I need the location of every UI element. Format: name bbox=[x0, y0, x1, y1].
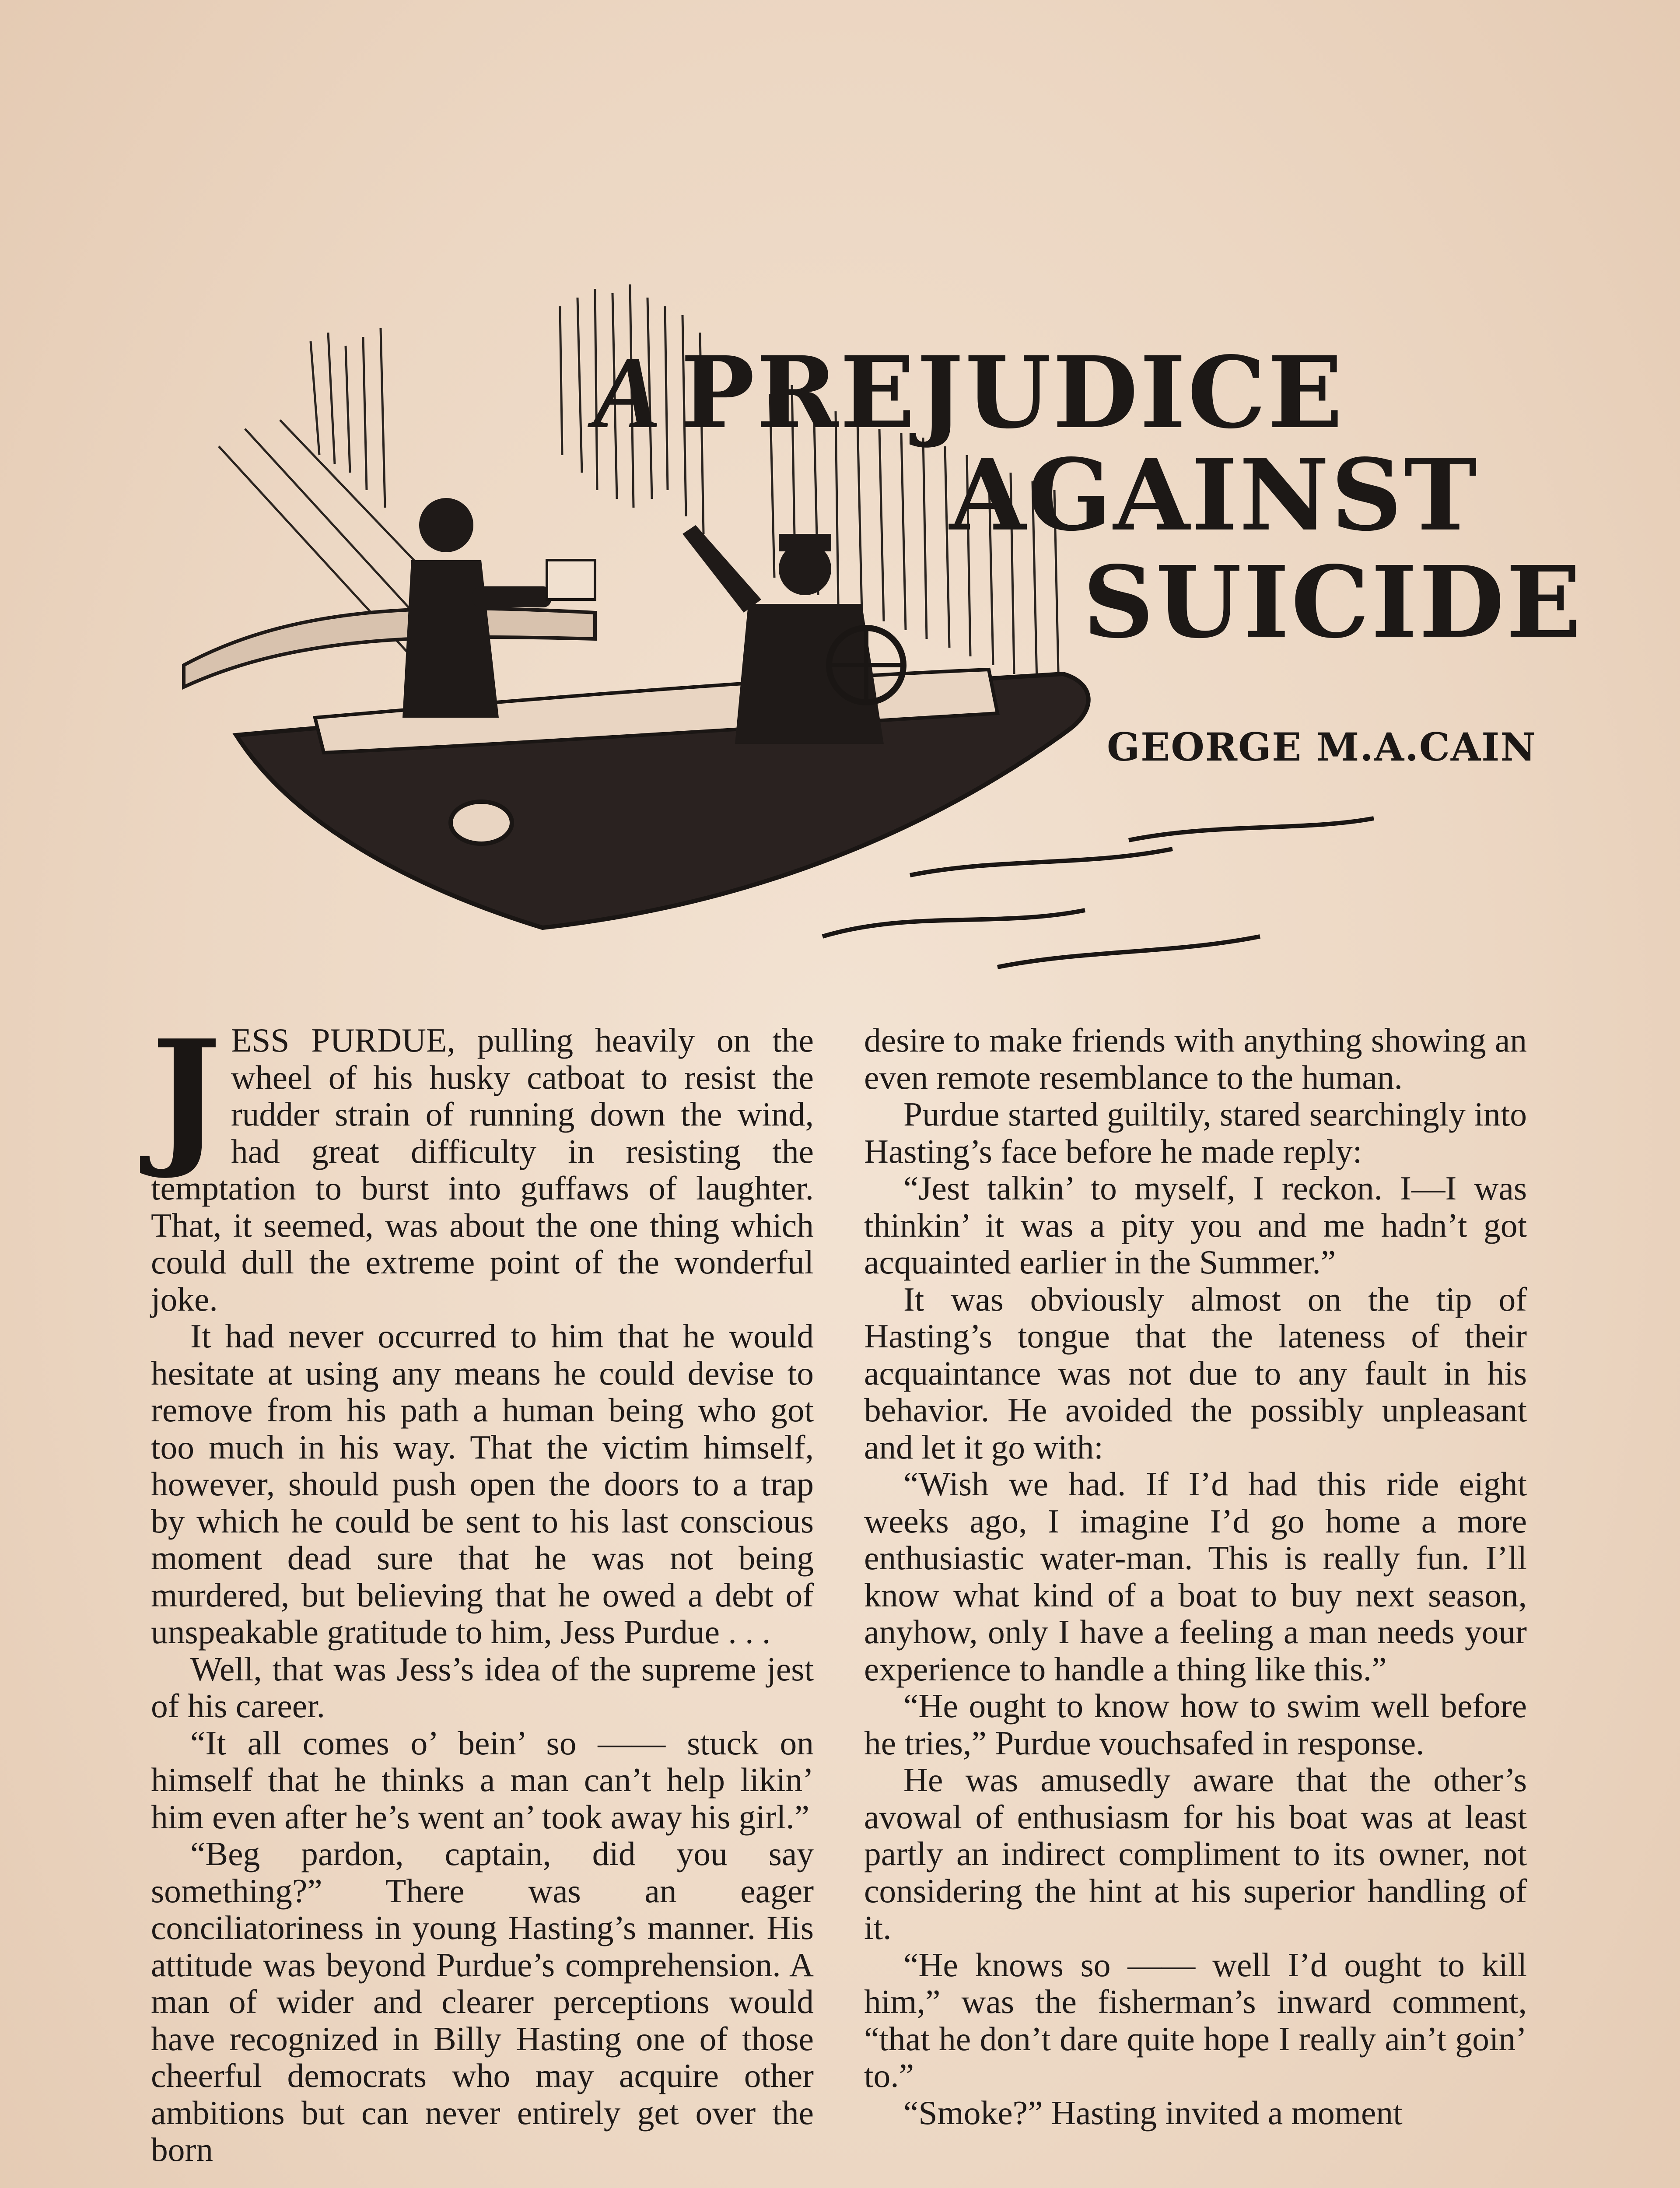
paragraph: Purdue started guiltily, stared searchingly into Hasting’s face before he made reply: bbox=[864, 1095, 1527, 1170]
paragraph: He was amusedly aware that the other’s avowal of enthusiasm for his boat was at least partly an indirect compliment to its owner, not considering the hint at his superior handling of it. bbox=[864, 1761, 1527, 1946]
story-column-left bbox=[151, 1008, 814, 2168]
story-column-right bbox=[864, 1022, 1527, 2131]
paragraph: “Wish we had. If I’d had this ride eight weeks ago, I imagine I’d go home a more enthusiastic water-man. This is really fun. I’ll know what kind of a boat to buy next season, anyhow, only I have a feeling a man needs your experience to handle a thing like this.” bbox=[864, 1465, 1527, 1688]
paragraph: desire to make friends with anything showing an even remote resemblance to the human. bbox=[864, 1021, 1527, 1096]
story-title-line-1 bbox=[593, 335, 1345, 451]
drop-cap: J bbox=[151, 1008, 221, 1182]
story-title-line-2: AGAINST bbox=[949, 438, 1479, 553]
paragraph: JESS PURDUE, pulling heavily on the wheel of his husky catboat to resist the rudder strain of running down the wind, had great difficulty in resisting the temptation to burst into guffaws of laughter. That, it seemed, was about the one thing which could dull the extreme point of the wonderful joke. bbox=[151, 1008, 814, 1318]
paragraph: It had never occurred to him that he would hesitate at using any means he could devise to remove from his path a human being who got too much in his way. That the victim himself, however, should push open the doors to a trap by which he could be sent to his last conscious moment dead sure that he was not being murdered, but believing that he owed a debt of unspeakable gratitude to him, Jess Purdue . . . bbox=[151, 1317, 814, 1651]
paragraph: “Smoke?” Hasting invited a moment bbox=[903, 2093, 1403, 2132]
title-prefix: A bbox=[593, 336, 663, 449]
paragraph: “It all comes o’ bein’ so —— stuck on himself that he thinks a man can’t help likin’ him even after he’s went an’ took away his girl.” bbox=[151, 1724, 814, 1836]
paragraph: “Beg pardon, captain, did you say something?” There was an eager conciliatoriness in young Hasting’s manner. His attitude was beyond Purdue’s comprehension. A man of wider and clearer perceptions would have recognized in Billy Hasting one of those cheerful democrats who may acquire other ambitions but can never entirely get over the born bbox=[151, 1835, 814, 2168]
author-byline: GEORGE M.A.CAIN bbox=[1107, 724, 1536, 770]
paragraph: “He ought to know how to swim well before he tries,” Purdue vouchsafed in response. bbox=[864, 1687, 1527, 1762]
paragraph: “Jest talkin’ to myself, I reckon. I—I was thinkin’ it was a pity you and me hadn’t got acquainted earlier in the Summer.” bbox=[864, 1169, 1527, 1281]
paragraph: Well, that was Jess’s idea of the supreme jest of his career. bbox=[151, 1650, 814, 1725]
paragraph: “He knows so —— well I’d ought to kill him,” was the fisherman’s inward comment, “that he don’t dare quite hope I really ain’t goin’ to.” bbox=[864, 1946, 1527, 2094]
paragraph: It was obviously almost on the tip of Hasting’s tongue that the lateness of their acquaintance was not due to any fault in his behavior. He avoided the possibly unpleasant and let it go with: bbox=[864, 1280, 1527, 1466]
title-word-prejudice: PREJUDICE bbox=[680, 335, 1345, 451]
story-title-line-3: SUICIDE bbox=[1083, 545, 1583, 660]
